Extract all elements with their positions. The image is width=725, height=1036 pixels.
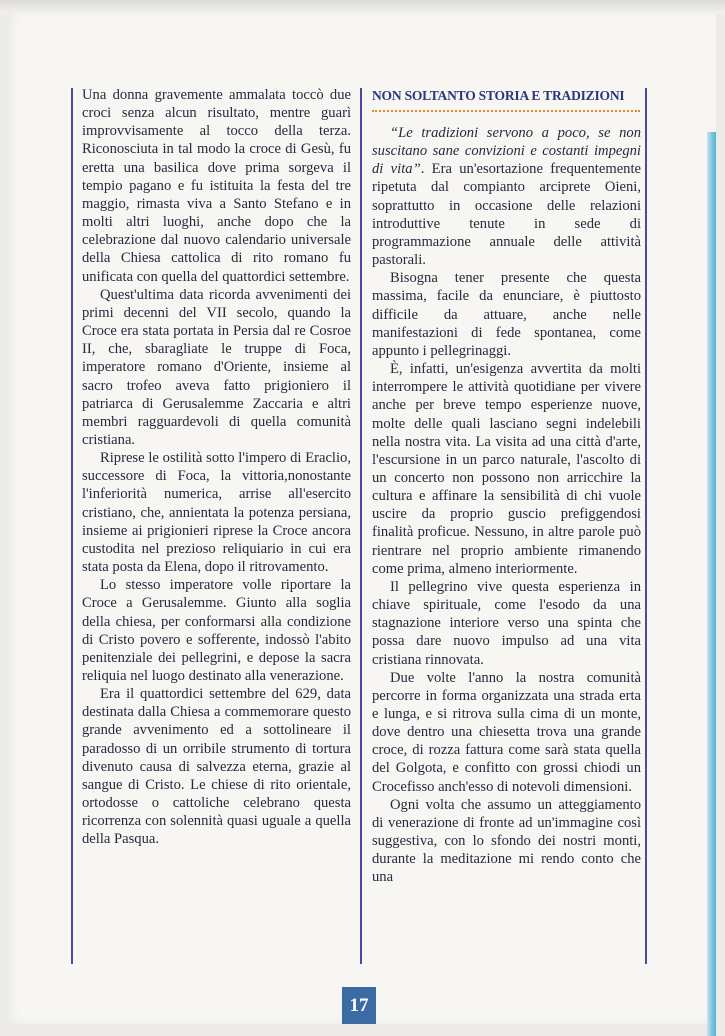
- left-column-rule: [71, 88, 73, 964]
- paragraph: Riprese le ostilità sotto l'impero di Eraclio, successore di Foca, la vittoria,nonostante l'inferiorità numerica, arrise all'esercito cristiano, che, annientata la potenza persiana, insieme ai prigionieri riprese la Croce ancora custodita nel prezioso reliquiario in cui era stata posta da Elena, dopo il ritrovamento.: [82, 450, 351, 576]
- paragraph: Ogni volta che assumo un atteggiamento di venerazione di fronte ad un'immagine così suggestiva, con lo sfondo dei nostri monti, durante la meditazione mi rendo conto che una: [372, 796, 641, 886]
- page-edge-stripe: [707, 132, 716, 1036]
- quote-paragraph: [372, 124, 641, 269]
- paragraph: Quest'ultima data ricorda avvenimenti dei primi decenni del VII secolo, quando la Croce era stata portata in Persia dal re Cosroe II, che, sbaragliate le truppe di Foca, imperatore romano d'Oriente, insieme al sacro trofeo aveva fatto prigioniero il patriarca di Gerusalemme Zaccaria e altri membri ragguardevoli di quella comunità cristiana.: [82, 286, 351, 448]
- right-column-rule: [645, 88, 647, 964]
- paragraph: Lo stesso imperatore volle riportare la Croce a Gerusalemme. Giunto alla soglia della chiesa, per conformarsi alla condizione di Cristo povero e sofferente, indossò l'abito penitenziale dei pellegrini, e depose la sacra reliquia nel luogo destinato alla venerazione.: [82, 577, 351, 684]
- paragraph: È, infatti, un'esigenza avvertita da molti interrompere le attività quotidiane per vivere anche per breve tempo esperienze nuove, molte delle quali lasciano segni indelebili nella nostra vita. La visita ad una città d'arte, l'escursione in un parco naturale, l'ascolto di un concerto non possono non arricchire la cultura e affinare la sensibilità di chi vuole uscire da proprio guscio prefiggendosi finalità proficue. Nessuno, in altre parole può rientrare nel proprio ambiente rimanendo come prima, almeno interiormente.: [372, 361, 641, 577]
- heading-dotted-divider: [372, 110, 640, 112]
- left-column-text: [82, 86, 351, 849]
- pull-quote: “Le tradizioni servono a poco, se non suscitano sane convizioni e costanti impegni di vita”: [372, 125, 641, 178]
- center-column-rule: [360, 88, 362, 964]
- paragraph: Era il quattordici settembre del 629, data destinata dalla Chiesa a commemorare questo grande avvenimento ed a sottolineare il paradosso di un orribile strumento di tortura divenuto causa di salvezza eterna, grazie al sangue di Cristo. Le chiese di rito orientale, ortodosse o cattoliche celebrano questa ricorrenza con solennità quasi uguale a quella della Pasqua.: [82, 686, 351, 848]
- quote-continuation: . Era un'esortazione frequentemente ripetuta dal compianto arciprete Oieni, soprattutto in occasione delle relazioni introduttive tenute in sede di programmazione annuale delle attività pastorali.: [372, 161, 641, 269]
- section-heading: NON SOLTANTO STORIA E TRADIZIONI: [372, 88, 625, 103]
- paragraph: Due volte l'anno la nostra comunità percorre in forma organizzata una strada erta e lunga, e si ritrova sulla cima di un monte, dove dentro una chiesetta trova una grande croce, di rozza fattura come sarà stata quella del Golgota, e confitto con grossi chiodi un Crocefisso anch'esso di notevoli dimensioni.: [372, 669, 641, 795]
- paragraph: Il pellegrino vive questa esperienza in chiave spirituale, come l'esodo da una stagnazione interiore verso una spinta che possa dare nuovo impulso ad una vita cristiana rinnovata.: [372, 578, 641, 668]
- page-number: 17: [342, 987, 376, 1024]
- paragraph: Una donna gravemente ammalata toccò due croci senza alcun risultato, mentre guarì improvvisamente al tocco della terza. Riconosciuta in tal modo la croce di Gesù, fu eretta una basilica dove prima sorgeva il tempio pagano e fu istituita la festa del tre maggio, rimasta viva a Santo Stefano e in molti altri luoghi, anche dopo che la celebrazione dal nuovo calendario universale della Chiesa cattolica di rito romano fu unificata con quella del quattordici settembre.: [82, 87, 351, 285]
- right-column-text: [372, 124, 641, 887]
- paragraph: Bisogna tener presente che questa massima, facile da enunciare, è piuttosto difficile da attuare, anche nelle manifestazioni di fede spontanea, come appunto i pellegrinaggi.: [372, 270, 641, 359]
